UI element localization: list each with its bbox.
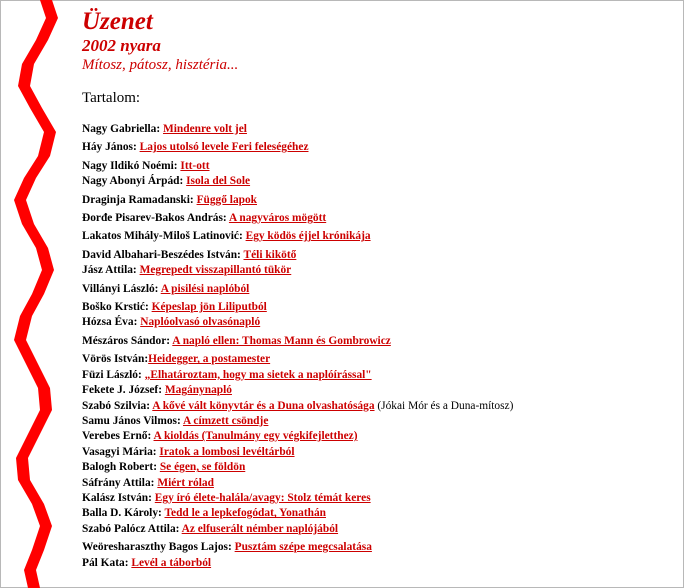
toc-entry (82, 297, 678, 315)
toc-author: Nagy Gabriella: (82, 123, 163, 135)
toc-author: Balla D. Károly: (82, 507, 165, 520)
issue-subtitle: 2002 nyara (82, 36, 161, 55)
toc-author: Jász Attila: (82, 264, 140, 277)
toc-entry (82, 315, 678, 330)
toc-work-link[interactable]: Miért rólad (157, 476, 214, 489)
page-title: Üzenet (82, 8, 153, 35)
toc-work-link[interactable]: Tedd le a lepkefogódat, Yonathán (164, 507, 326, 520)
toc-entry (82, 122, 678, 137)
toc-entry (82, 245, 678, 263)
toc-author: Fekete J. József: (82, 384, 165, 397)
toc-entry (82, 263, 678, 278)
toc-entry (82, 537, 678, 555)
toc-author: Boško Krstić: (82, 301, 152, 314)
toc-heading: Tartalom: (82, 90, 141, 106)
toc-work-link[interactable]: Naplóolvasó olvasónapló (140, 316, 261, 329)
toc-work-link[interactable]: A napló ellen: Thomas Mann és Gombrowicz (172, 334, 391, 347)
toc-entry (82, 491, 678, 506)
toc-work-link[interactable]: Itt-ott (180, 159, 210, 172)
toc-author: Villányi László: (82, 282, 161, 295)
toc-author: Kalász István: (82, 491, 155, 504)
toc-work-link[interactable]: Egy író élete-halála/avagy: Stolz témát keres (154, 491, 371, 504)
toc-entry (82, 156, 678, 174)
toc-extra-note: (Jókai Mór és a Duna-mítosz) (374, 399, 514, 412)
toc-author: Verebes Ernő: (82, 430, 154, 443)
toc-work-link[interactable]: A kioldás (Tanulmány egy végkifejletthez) (153, 430, 358, 443)
toc-entry (82, 460, 678, 475)
toc-entry (82, 208, 678, 226)
toc-work-link[interactable]: A nagyváros mögött (228, 212, 327, 225)
toc-work-link[interactable]: Egy ködös éjjel krónikája (245, 230, 371, 243)
toc-entry (82, 506, 678, 521)
toc-entry (82, 279, 678, 297)
issue-tagline: Mítosz, pátosz, hisztéria... (82, 57, 239, 73)
toc-entry (82, 190, 678, 208)
toc-work-link[interactable]: „Elhatároztam, hogy ma sietek a naplóírással" (144, 368, 372, 381)
toc-work-link[interactable]: Lajos utolsó levele Feri feleségéhez (139, 141, 309, 154)
decorative-ribbon (0, 0, 80, 588)
toc-entry (82, 476, 678, 491)
toc-entry (82, 137, 678, 155)
toc-author: Háy János: (82, 141, 140, 154)
toc-author: Draginja Ramadanski: (82, 193, 197, 206)
toc-work-link[interactable]: Mindenre volt jel (163, 123, 247, 135)
toc-author: Szabó Szilvia: (82, 399, 153, 412)
toc-author: Balogh Robert: (82, 461, 160, 474)
toc-author: Đorđe Pisarev-Bakos András: (82, 212, 229, 225)
toc-entry (82, 445, 678, 460)
toc-work-link[interactable]: Iratok a lombosi levéltárból (159, 445, 295, 458)
toc-entry (82, 414, 678, 429)
toc-author: Vörös István: (82, 353, 149, 366)
toc-work-link[interactable]: Pusztám szépe megcsalatása (234, 541, 372, 554)
toc-work-link[interactable]: A címzett csöndje (182, 414, 269, 427)
toc-work-link[interactable]: A kővé vált könyvtár és a Duna olvashatósága (152, 399, 375, 412)
toc-author: Füzi László: (82, 368, 145, 381)
toc-entry (82, 522, 678, 537)
toc-author: Hózsa Éva: (82, 316, 141, 329)
toc-entry (82, 226, 678, 244)
toc-work-link[interactable]: Magánynapló (164, 384, 232, 397)
toc-author: Nagy Ildikó Noémi: (82, 159, 181, 172)
toc-entry (82, 429, 678, 444)
toc-work-link[interactable]: A pisilési naplóból (160, 282, 250, 295)
toc-author: Mészáros Sándor: (82, 334, 173, 347)
toc-author: Pál Kata: (82, 556, 132, 569)
toc-work-link[interactable]: Képeslap jön Liliputból (151, 301, 267, 314)
toc-entry (82, 331, 678, 349)
toc-author: David Albahari-Beszédes István: (82, 248, 244, 261)
toc-work-link[interactable]: Függő lapok (196, 193, 258, 206)
toc-author: Lakatos Mihály-Miloš Latinović: (82, 230, 246, 243)
article-content (82, 8, 678, 571)
toc-entry (82, 349, 678, 367)
table-of-contents (82, 122, 678, 571)
toc-author: Nagy Abonyi Árpád: (82, 175, 187, 188)
toc-entry (82, 383, 678, 398)
toc-author: Samu János Vilmos: (82, 414, 183, 427)
toc-entry (82, 399, 678, 414)
toc-work-link[interactable]: Megrepedt visszapillantó tükör (139, 264, 292, 277)
toc-work-link[interactable]: Az elfuserált némber naplójából (181, 522, 339, 535)
toc-entry (82, 556, 678, 571)
toc-work-link[interactable]: Isola del Sole (186, 175, 251, 188)
toc-work-link[interactable]: Se égen, se földön (159, 461, 246, 474)
toc-author: Weöresharaszthy Bagos Lajos: (82, 541, 235, 554)
toc-entry (82, 174, 678, 189)
toc-work-link[interactable]: Levél a táborból (131, 556, 212, 569)
toc-author: Vasagyi Mária: (82, 445, 160, 458)
toc-author: Szabó Palócz Attila: (82, 522, 182, 535)
toc-author: Sáfrány Attila: (82, 476, 158, 489)
ribbon-shape (14, 0, 58, 588)
toc-work-link[interactable]: Téli kikötő (243, 248, 297, 261)
toc-entry (82, 368, 678, 383)
toc-work-link[interactable]: Heidegger, a postamester (148, 353, 271, 366)
